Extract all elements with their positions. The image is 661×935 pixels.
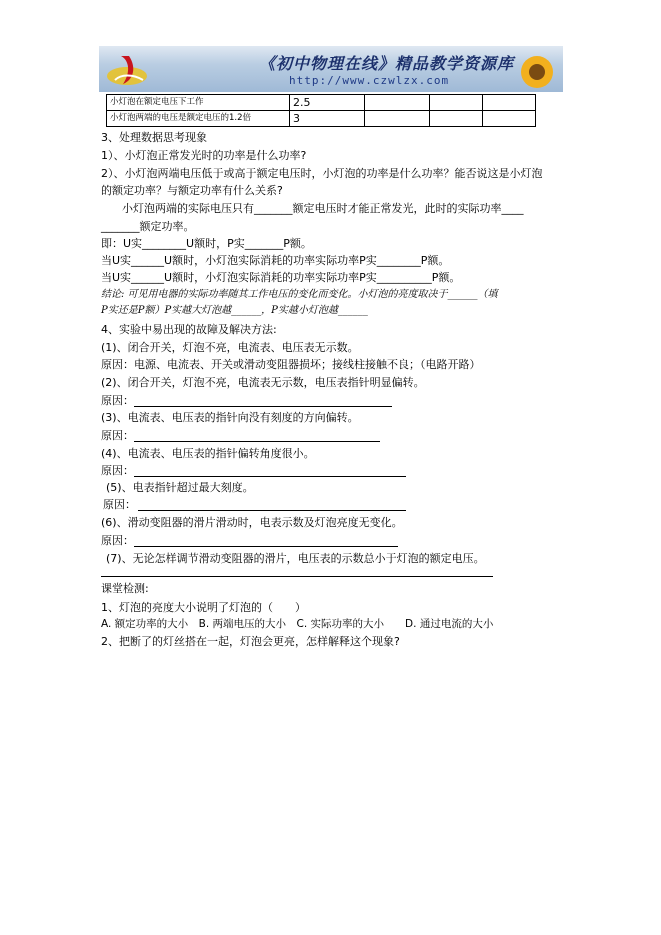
question-text: 1、灯泡的亮度大小说明了灯泡的（ ） (101, 601, 306, 614)
table-cell-label: 小灯泡在额定电压下工作 (107, 95, 290, 111)
data-table (106, 94, 536, 127)
fill-blank-text: 小灯泡两端的实际电压只有_______额定电压时才能正常发光，此时的实际功率____ (122, 202, 524, 215)
answer-line (101, 576, 493, 577)
section-heading: 3、处理数据思考现象 (101, 131, 207, 144)
sunflower-icon (517, 52, 557, 92)
fault-item: (5)、电表指针超过最大刻度。 (106, 481, 254, 494)
answer-line (134, 441, 380, 442)
fill-blank-text: 当U实______U额时，小灯泡实际消耗的功率实际功率P实__________P额。 (101, 271, 461, 284)
conclusion-text: P实还是P额）P实越大灯泡越______，P实越小灯泡越______ (101, 305, 368, 316)
table-cell-empty (430, 111, 483, 127)
answer-line (134, 546, 398, 547)
table-cell-label: 小灯泡两端的电压是额定电压的1.2倍 (107, 111, 290, 127)
question-text: 2）、小灯泡两端电压低于或高于额定电压时，小灯泡的功率是什么功率？能否说这是小灯泡 (101, 167, 543, 180)
fault-item: (2)、闭合开关，灯泡不亮，电流表无示数，电压表指针明显偏转。 (101, 376, 425, 389)
table-cell-empty (483, 111, 536, 127)
fill-blank-text: _______额定功率。 (101, 220, 195, 233)
answer-line (138, 510, 406, 511)
question-text: 2、把断了的灯丝搭在一起，灯泡会更亮，怎样解释这个现象? (101, 635, 400, 648)
conclusion-text: 结论: 可见用电器的实际功率随其工作电压的变化而变化。小灯泡的亮度取决于______（填 (101, 289, 498, 300)
table-cell-empty (365, 111, 430, 127)
fault-item: (3)、电流表、电压表的指针向没有刻度的方向偏转。 (101, 411, 359, 424)
answer-options: A. 额定功率的大小 B. 两端电压的大小 C. 实际功率的大小 D. 通过电流的大小 (101, 618, 494, 630)
fault-reason: 原因： (101, 464, 134, 477)
section-heading: 课堂检测: (101, 582, 149, 595)
fault-reason: 原因： (101, 429, 134, 442)
fault-reason: 原因： (101, 534, 134, 547)
fault-item: (6)、滑动变阻器的滑片滑动时，电表示数及灯泡亮度无变化。 (101, 516, 403, 529)
fill-blank-text: 当U实______U额时，小灯泡实际消耗的功率实际功率P实________P额。 (101, 254, 450, 267)
fault-item: (1)、闭合开关，灯泡不亮，电流表、电压表无示数。 (101, 341, 359, 354)
banner-title: 《初中物理在线》精品教学资源库 (259, 54, 515, 73)
question-text: 的额定功率？与额定功率有什么关系? (101, 184, 283, 197)
table-cell-value: 2.5 (290, 95, 365, 111)
table-cell-empty (365, 95, 430, 111)
banner-url: http://www.czwlzx.com (289, 74, 450, 87)
answer-line (134, 406, 392, 407)
fault-item: (7)、无论怎样调节滑动变阻器的滑片，电压表的示数总小于灯泡的额定电压。 (106, 552, 485, 565)
fault-reason: 原因： (101, 394, 134, 407)
table-cell-empty (483, 95, 536, 111)
fault-reason: 原因：电源、电流表、开关或滑动变阻器损坏；接线柱接触不良；（电路开路） (101, 358, 481, 371)
table-cell-value: 3 (290, 111, 365, 127)
table-row (107, 111, 536, 127)
section-heading: 4、实验中易出现的故障及解决方法: (101, 323, 277, 336)
header-banner (99, 46, 563, 92)
fill-blank-text: 即：U实________U额时，P实_______P额。 (101, 237, 312, 250)
answer-line (134, 476, 406, 477)
fault-item: (4)、电流表、电压表的指针偏转角度很小。 (101, 447, 315, 460)
fault-reason: 原因： (103, 498, 136, 511)
table-row (107, 95, 536, 111)
table-cell-empty (430, 95, 483, 111)
logo-icon (103, 50, 157, 90)
question-text: 1）、小灯泡正常发光时的功率是什么功率? (101, 149, 307, 162)
